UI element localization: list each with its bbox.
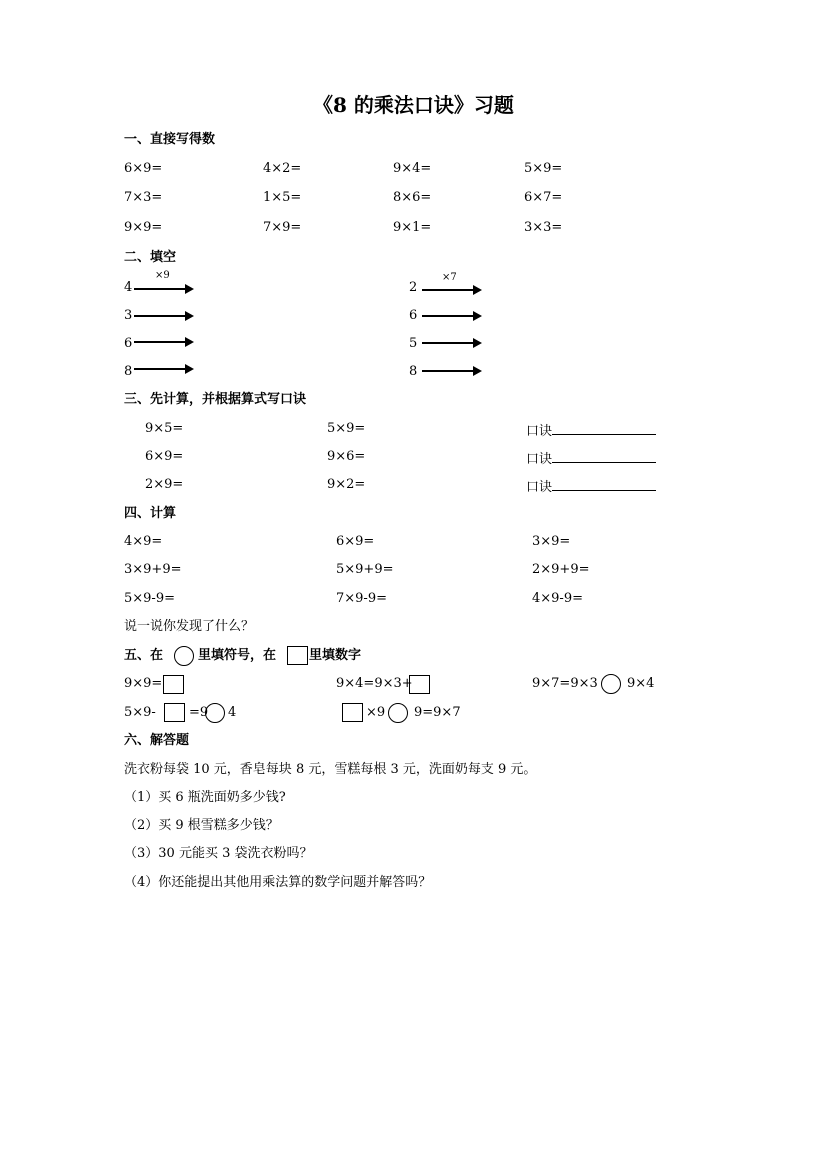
problem: 9×4=	[393, 161, 432, 176]
operator-label-right: ×7	[442, 272, 457, 283]
start-number: 8	[124, 364, 133, 379]
section-3-heading: 三、先计算，并根据算式写口诀	[124, 392, 307, 407]
problem: 7×3=	[124, 190, 163, 205]
problem: 5×9=	[524, 161, 563, 176]
section-5-heading	[124, 648, 163, 664]
answer-box[interactable]	[164, 703, 185, 722]
problem: 9×5=	[145, 421, 184, 436]
answer-line	[552, 449, 656, 463]
sub-question: （2）买 9 根雪糕多少钱？	[124, 818, 279, 833]
page-title: 《8 的乘法口诀》习题	[313, 93, 514, 117]
section-5-heading-end: 里填数字	[309, 648, 362, 663]
section-1-heading: 一、直接写得数	[124, 132, 216, 147]
start-number: 8	[409, 364, 418, 379]
box-placeholder-icon	[287, 646, 308, 665]
arrow-right-icon	[422, 289, 474, 291]
arrow-right-icon	[422, 342, 474, 344]
start-number: 5	[409, 336, 418, 351]
problem: 5×9-	[124, 705, 156, 720]
problem: 9=9×7	[414, 705, 461, 720]
section-6-heading: 六、解答题	[124, 733, 190, 748]
section-2-heading: 二、填空	[124, 250, 177, 265]
heading-part: 五、在	[124, 648, 164, 663]
arrow-right-icon	[422, 370, 474, 372]
problem: 9×7=9×3	[532, 676, 598, 691]
problem: 3×9+9=	[124, 562, 182, 577]
answer-circle[interactable]	[601, 674, 621, 694]
problem: 4	[228, 705, 237, 720]
arrow-right-icon	[134, 315, 186, 317]
problem: ×9	[366, 705, 386, 720]
problem: 6×9=	[145, 449, 184, 464]
sub-question: （1）买 6 瓶洗面奶多少钱?	[124, 790, 286, 805]
discussion-question: 说一说你发现了什么？	[124, 619, 255, 634]
problem: 5×9=	[327, 421, 366, 436]
problem: =9	[189, 705, 209, 720]
section-5-heading-mid: 里填符号，在	[198, 648, 277, 663]
problem-intro: 洗衣粉每袋 10 元，香皂每块 8 元，雪糕每根 3 元，洗面奶每支 9 元。	[124, 762, 537, 777]
problem: 5×9-9=	[124, 591, 175, 606]
problem: 4×9=	[124, 534, 163, 549]
answer-box[interactable]	[342, 703, 363, 722]
problem: 9×2=	[327, 477, 366, 492]
problem: 9×1=	[393, 220, 432, 235]
answer-circle[interactable]	[388, 703, 408, 723]
problem: 7×9-9=	[336, 591, 387, 606]
rhyme-label: 口诀	[526, 424, 553, 439]
arrow-right-icon	[422, 315, 474, 317]
sub-question: （4）你还能提出其他用乘法算的数学问题并解答吗？	[124, 875, 432, 890]
arrow-right-icon	[134, 368, 186, 370]
arrow-right-icon	[134, 341, 186, 343]
problem: 9×9=	[124, 220, 163, 235]
rhyme-field	[526, 477, 656, 496]
problem: 9×6=	[327, 449, 366, 464]
rhyme-field	[526, 449, 656, 468]
problem: 9×4	[627, 676, 655, 691]
section-4-heading: 四、计算	[124, 506, 177, 521]
problem: 4×9-9=	[532, 591, 583, 606]
problem: 6×9=	[124, 161, 163, 176]
answer-line	[552, 477, 656, 491]
problem: 3×9=	[532, 534, 571, 549]
problem: 5×9+9=	[336, 562, 394, 577]
start-number: 3	[124, 308, 133, 323]
arrow-right-icon	[134, 288, 186, 290]
problem: 3×3=	[524, 220, 563, 235]
problem: 9×4=9×3+	[336, 676, 413, 691]
sub-question: （3）30 元能买 3 袋洗衣粉吗？	[124, 846, 313, 861]
problem: 2×9+9=	[532, 562, 590, 577]
start-number: 6	[124, 336, 133, 351]
start-number: 4	[124, 280, 133, 295]
problem: 8×6=	[393, 190, 432, 205]
start-number: 2	[409, 280, 418, 295]
problem: 4×2=	[263, 161, 302, 176]
circle-placeholder-icon	[174, 646, 194, 666]
problem: 6×9=	[336, 534, 375, 549]
rhyme-label: 口诀	[526, 452, 553, 467]
rhyme-field	[526, 421, 656, 440]
problem: 7×9=	[263, 220, 302, 235]
answer-line	[552, 421, 656, 435]
rhyme-label: 口诀	[526, 480, 553, 495]
start-number: 6	[409, 308, 418, 323]
problem: 6×7=	[524, 190, 563, 205]
problem: 1×5=	[263, 190, 302, 205]
answer-circle[interactable]	[205, 703, 225, 723]
answer-box[interactable]	[409, 675, 430, 694]
operator-label-left: ×9	[155, 270, 170, 281]
answer-box[interactable]	[163, 675, 184, 694]
problem: 2×9=	[145, 477, 184, 492]
problem: 9×9=	[124, 676, 163, 691]
